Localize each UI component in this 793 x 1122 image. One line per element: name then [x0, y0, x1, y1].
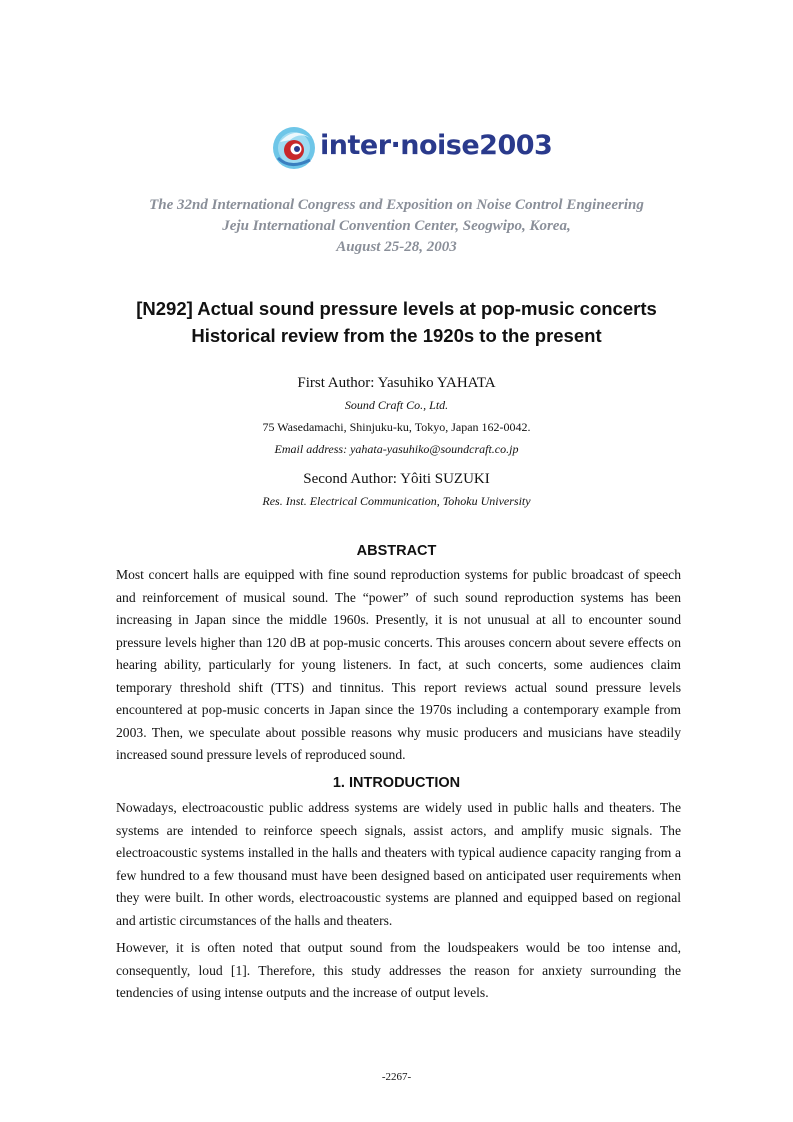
first-author-address: 75 Wasedamachi, Shinjuku-ku, Tokyo, Japan 162-0042. [262, 420, 531, 434]
first-author-affiliation: Sound Craft Co., Ltd. [344, 398, 449, 412]
introduction-heading: 1. INTRODUCTION [332, 775, 461, 791]
first-author-name: First Author: Yasuhiko YAHATA [297, 375, 496, 391]
second-author-affiliation: Res. Inst. Electrical Communication, Tohoku University [262, 494, 531, 508]
title-line-1: [N292] Actual sound pressure levels at pop-music concerts [136, 298, 657, 319]
conference-name: The 32nd International Congress and Exposition on Noise Control Engineering [149, 197, 644, 213]
conference-dates: August 25-28, 2003 [336, 239, 457, 255]
introduction-paragraph-2: However, it is often noted that output sound from the loudspeakers would be too intense and, consequently, loud [1]. Therefore, this study addresses the reason for anxiety surrounding the tendencies of using intense outputs and the increase of output levels. [116, 940, 681, 1000]
abstract-text: Most concert halls are equipped with fine sound reproduction systems for public broadcast of speech and reinforcement of musical sound. The “power” of such sound reproduction systems has been increasing in Japan since the middle 1960s. Presently, it is not unusual at all to encounter sound pressure levels higher than 120 dB at pop-music concerts. This arouses concern about severe effects on hearing ability, particularly for young listeners. In fact, at such concerts, some audiences claim temporary threshold shift (TTS) and tinnitus. This report reviews actual sound pressure levels encountered at pop-music concerts in Japan since the 1970s including a contemporary example from 2003. Then, we speculate about possible reasons why music producers and musicians have steadily increased sound pressure levels of reproduced sound. [116, 567, 681, 762]
conference-logo [270, 120, 560, 176]
introduction-paragraph-1: Nowadays, electroacoustic public address systems are widely used in public halls and theaters. The systems are intended to reinforce speech signals, assist actors, and amplify music signals. The electroacoustic systems installed in the halls and theaters with typical audience capacity ranging from a few hundred to a few thousand must have been designed based on anticipated user requirements when they were built. In other words, electroacoustic systems are planned and equipped based on regional and artistic circumstances of the halls and theaters. [116, 800, 681, 928]
second-author-name: Second Author: Yôiti SUZUKI [303, 471, 490, 487]
conference-venue: Jeju International Convention Center, Seogwipo, Korea, [222, 218, 571, 234]
paper-title [0, 295, 793, 349]
page-number: -2267- [381, 1071, 412, 1083]
first-author-email: Email address: yahata-yasuhiko@soundcraft.co.jp [274, 442, 519, 456]
title-line-2: Historical review from the 1920s to the present [191, 325, 602, 346]
logo-wordmark: inter·noise2003 [320, 130, 553, 161]
abstract-heading: ABSTRACT [356, 543, 437, 559]
conference-info [0, 195, 793, 258]
author-block [0, 372, 793, 512]
swirl-logo-icon [270, 120, 322, 176]
